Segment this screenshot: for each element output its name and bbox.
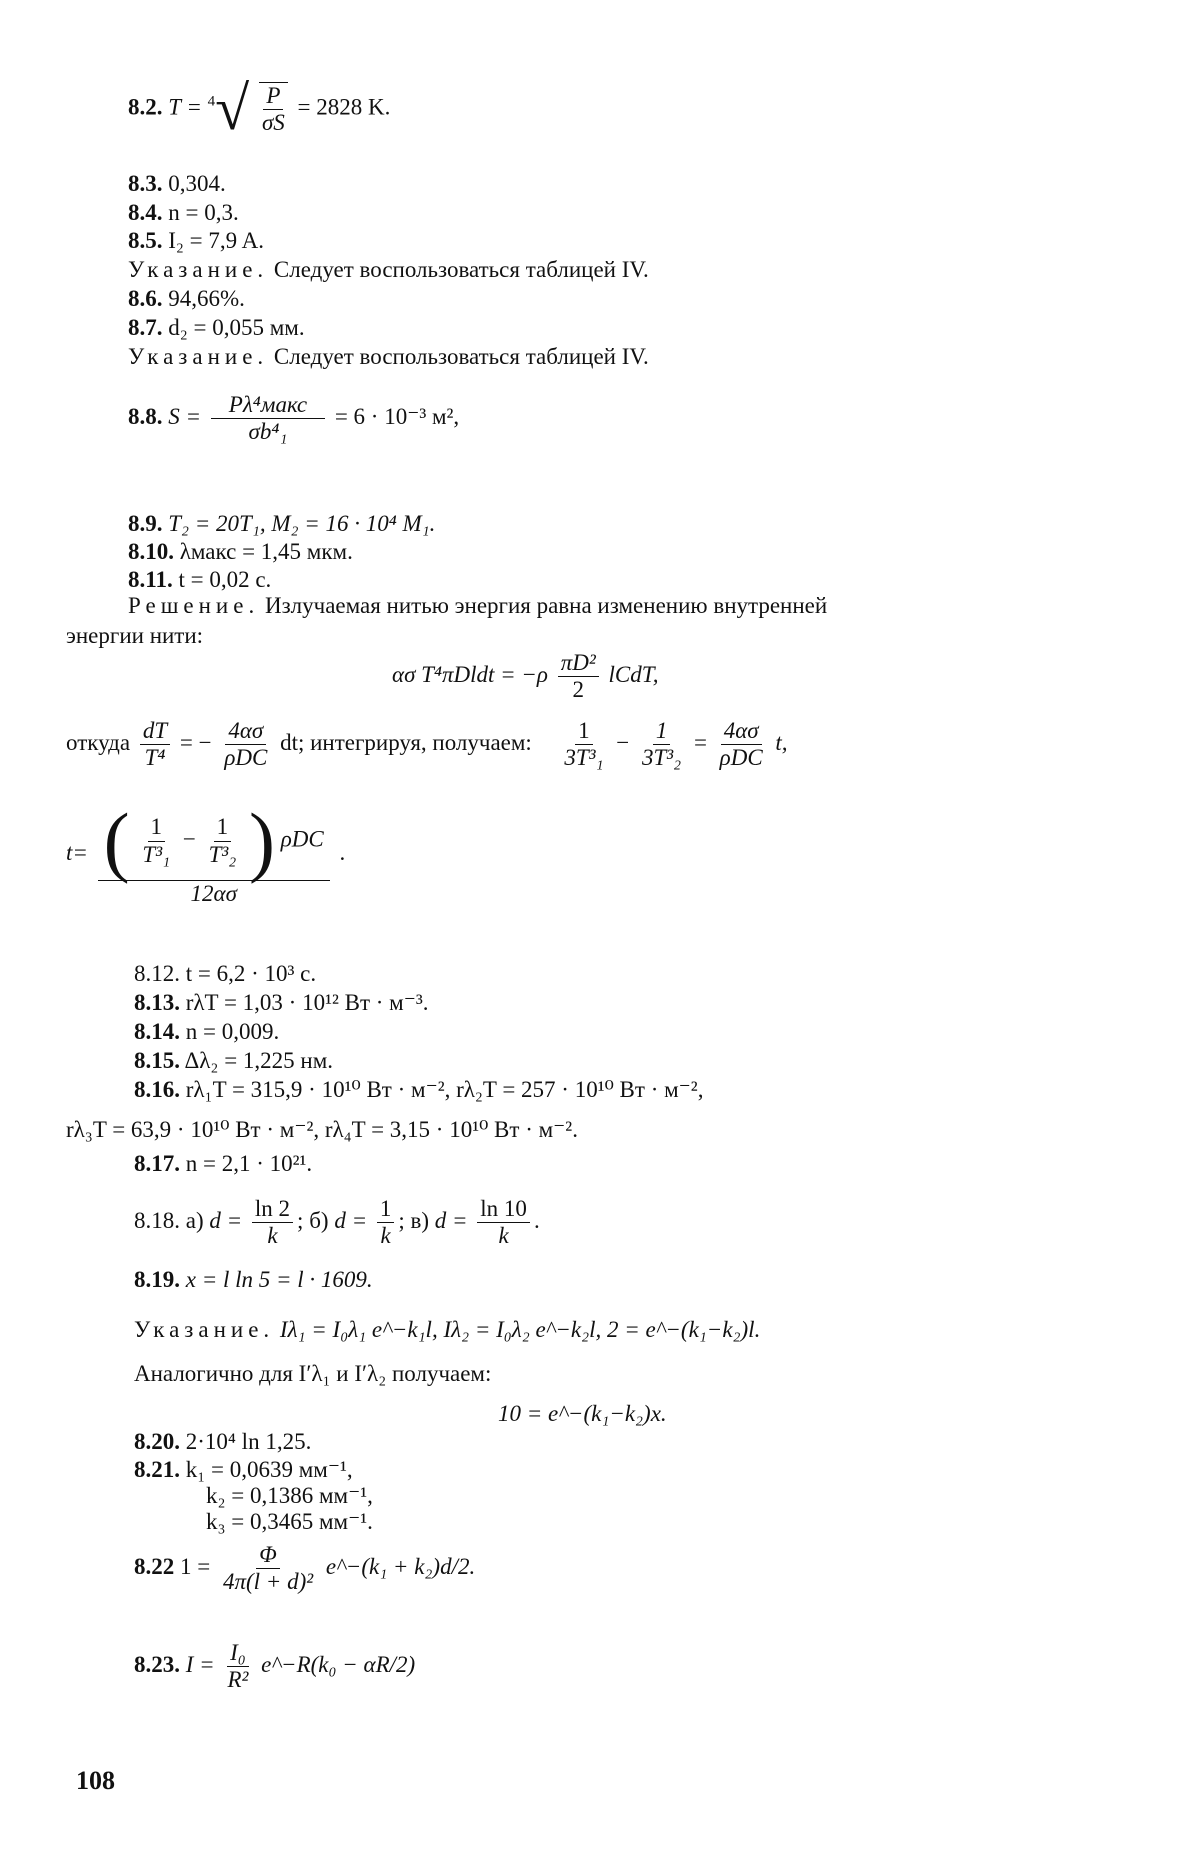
item-number: 8.14.	[134, 1019, 180, 1044]
denominator: 4π(l + d)²	[222, 1569, 314, 1595]
item-number: 8.22	[134, 1554, 175, 1580]
answer-8-15	[134, 1049, 333, 1072]
solution-intro	[128, 594, 827, 617]
eq1-fraction	[558, 650, 599, 704]
answer-value: I₂ = 7,9 A.	[168, 228, 264, 253]
numerator: 4ασ	[721, 718, 762, 745]
rhs: = 2828 K.	[297, 94, 391, 120]
numerator: 1	[377, 1196, 395, 1223]
numerator: 1	[148, 814, 166, 841]
denominator: k	[498, 1223, 509, 1249]
separator: ;	[398, 1208, 405, 1234]
option-b: б)	[309, 1208, 329, 1234]
item-number: 8.11.	[128, 567, 173, 592]
equation: 10 = e^−(k₁−k₂)x.	[498, 1401, 667, 1426]
answer-value: n = 2,1 · 10²¹.	[185, 1151, 313, 1176]
analog-equation	[498, 1402, 667, 1425]
d-eq: d =	[209, 1208, 243, 1234]
denominator: ρDC	[224, 745, 268, 771]
answer-value: λмакс = 1,45 мкм.	[179, 539, 353, 564]
numerator: 1	[575, 718, 593, 745]
item-number: 8.21.	[134, 1457, 180, 1482]
operator: −	[616, 730, 630, 756]
fraction	[224, 1640, 251, 1694]
numerator: 1	[214, 814, 232, 841]
eq3-fraction-3	[717, 718, 766, 772]
answer-8-23	[134, 1640, 415, 1694]
item-number: 8.3.	[128, 171, 163, 196]
answer-8-21	[134, 1458, 353, 1481]
eq4-numerator	[98, 797, 330, 884]
denominator: 2	[572, 677, 584, 703]
fraction	[211, 392, 325, 446]
eq4-fraction	[98, 797, 330, 907]
answer-8-19	[134, 1268, 373, 1291]
hint-3	[134, 1318, 760, 1341]
answer-8-10	[128, 540, 353, 563]
k2-value: k₂ = 0,1386 мм⁻¹,	[206, 1483, 373, 1508]
answer-value: n = 0,3.	[168, 200, 239, 225]
analog-text: Аналогично для I′λ₁ и I′λ₂ получаем:	[134, 1361, 492, 1386]
denominator: T³₂	[208, 841, 237, 867]
answer-8-2	[128, 75, 391, 143]
inner-fraction-1	[139, 814, 173, 868]
operator: =	[693, 730, 707, 756]
answer-value: d₂ = 0,055 мм.	[168, 315, 305, 340]
denominator: k	[267, 1223, 278, 1249]
item-number: 8.20.	[134, 1429, 180, 1454]
d-eq: d =	[434, 1208, 468, 1234]
solution-text: Излучаемая нитью энергия равна изменению внутренней	[264, 593, 828, 618]
answer-8-9	[128, 512, 435, 535]
eq1-rhs: lCdT,	[608, 662, 659, 688]
item-number: 8.15.	[134, 1048, 180, 1073]
answer-8-3	[128, 172, 226, 195]
answer-8-16	[134, 1078, 703, 1101]
item-number: 8.2.	[128, 94, 163, 120]
whence: откуда	[66, 730, 131, 756]
answer-8-18	[134, 1196, 540, 1250]
d-eq: d =	[334, 1208, 368, 1234]
hint-label: Указание.	[128, 344, 269, 369]
answer-8-7	[128, 316, 305, 339]
answer-8-22	[134, 1542, 475, 1596]
operator: −	[182, 826, 196, 852]
option-a: а)	[185, 1208, 204, 1234]
numerator: I₀	[227, 1640, 249, 1667]
fraction	[220, 1542, 316, 1596]
period: .	[339, 840, 346, 865]
answer-8-8	[128, 392, 459, 446]
answer-8-5	[128, 229, 264, 252]
page-number: 108	[76, 1766, 115, 1795]
item-number: 8.6.	[128, 286, 163, 311]
item-number: 8.19.	[134, 1267, 180, 1292]
item-number: 8.13.	[134, 990, 180, 1015]
equation-4	[66, 797, 346, 907]
equation-2	[66, 718, 788, 772]
item-number: 8.23.	[134, 1652, 180, 1678]
equation-1	[392, 650, 659, 704]
rhs: = 6 · 10⁻³ м²,	[334, 404, 460, 430]
item-number: 8.9.	[128, 511, 163, 536]
item-number: 8.17.	[134, 1151, 180, 1176]
item-number: 8.10.	[128, 539, 174, 564]
item-number: 8.18.	[134, 1208, 180, 1234]
separator: ;	[297, 1208, 304, 1234]
answer-value: x = l ln 5 = l · 1609.	[185, 1267, 373, 1292]
eq2-fraction-1	[140, 718, 170, 772]
denominator: 12ασ	[190, 881, 237, 906]
answer-8-17	[134, 1152, 312, 1175]
eq4-lhs: t=	[66, 840, 88, 865]
denominator: T⁴	[144, 745, 166, 771]
left-paren: (	[103, 797, 130, 884]
solution-text-2: энергии нити:	[66, 623, 204, 648]
exponential: e^−(k₁ + k₂)d/2.	[325, 1554, 476, 1580]
hint-1	[128, 258, 649, 281]
lhs: I =	[185, 1652, 215, 1678]
answer-value: rλ₁T = 315,9 · 10¹⁰ Вт · м⁻², rλ₂T = 257 · 10¹⁰ Вт · м⁻²,	[185, 1077, 704, 1102]
denominator: R²	[227, 1667, 249, 1693]
answer-value: Δλ₂ = 1,225 нм.	[184, 1048, 334, 1073]
answer-value: 94,66%.	[168, 286, 245, 311]
numerator: Pλ⁴макс	[211, 392, 325, 419]
numerator: πD²	[558, 650, 599, 677]
answer-8-4	[128, 201, 239, 224]
answer-8-13	[134, 991, 429, 1014]
solution-label: Решение.	[128, 593, 260, 618]
lhs: 1 =	[180, 1554, 211, 1580]
operator: = −	[179, 730, 212, 756]
factor: ρDC	[280, 826, 324, 852]
eq1-lhs: ασ T⁴πDldt = −ρ	[392, 662, 548, 688]
item-number: 8.4.	[128, 200, 163, 225]
answer-8-16-cont: rλ₃T = 63,9 · 10¹⁰ Вт · м⁻², rλ₄T = 3,15 · 10¹⁰ Вт · м⁻².	[66, 1117, 578, 1142]
denominator: 3T³₂	[642, 745, 682, 771]
lhs: T =	[168, 94, 202, 120]
hint-label: Указание.	[128, 257, 269, 282]
answer-8-6	[128, 287, 245, 310]
eq3-fraction-1	[561, 718, 606, 772]
denominator: k	[380, 1223, 391, 1249]
denominator: T³₁	[142, 841, 171, 867]
answer-value: 0,304.	[168, 171, 226, 196]
numerator: ln 10	[477, 1196, 530, 1223]
item-number: 8.12.	[134, 961, 180, 986]
option-c: в)	[410, 1208, 430, 1234]
item-number: 8.7.	[128, 315, 163, 340]
hint-2	[128, 345, 649, 368]
item-number: 8.5.	[128, 228, 163, 253]
eq2-tail: dt; интегрируя, получаем:	[280, 730, 532, 756]
hint-label: Указание.	[134, 1317, 275, 1342]
answer-value: rλT = 1,03 · 10¹² Вт · м⁻³.	[185, 990, 429, 1015]
hint-text: Iλ₁ = I₀λ₁ e^−k₁l, Iλ₂ = I₀λ₂ e^−k₂l, 2 = e^−(k₁−k₂)l.	[279, 1317, 761, 1342]
answer-8-20	[134, 1430, 311, 1453]
hint-text: Следует воспользоваться таблицей IV.	[273, 344, 649, 369]
numerator: dT	[140, 718, 170, 745]
k3-value: k₃ = 0,3465 мм⁻¹.	[206, 1509, 373, 1534]
k1-value: k₁ = 0,0639 мм⁻¹,	[185, 1457, 353, 1482]
inner-fraction-2	[206, 814, 240, 868]
eq2-fraction-2	[221, 718, 270, 772]
numerator: ln 2	[252, 1196, 293, 1223]
right-paren: )	[249, 797, 275, 884]
fraction-b	[377, 1196, 395, 1250]
item-number: 8.8.	[128, 404, 163, 430]
denominator: 3T³₁	[564, 745, 604, 771]
fraction-a	[252, 1196, 293, 1250]
radical-sign: √	[215, 75, 250, 143]
denominator: σb⁴₁	[248, 419, 288, 445]
root-index: 4	[207, 93, 216, 110]
answer-value: t = 0,02 с.	[178, 567, 272, 592]
answer-8-11	[128, 568, 271, 591]
numerator: 1	[653, 718, 671, 745]
fraction-c	[477, 1196, 530, 1250]
answer-value: 2·10⁴ ln 1,25.	[185, 1429, 312, 1454]
lhs: S =	[168, 404, 202, 430]
answer-value: n = 0,009.	[185, 1019, 280, 1044]
hint-text: Следует воспользоваться таблицей IV.	[273, 257, 649, 282]
numerator: P	[263, 83, 283, 110]
answer-value: t = 6,2 · 10³ с.	[185, 961, 317, 986]
answer-8-12	[134, 962, 316, 985]
answer-value: T₂ = 20T₁, M₂ = 16 · 10⁴ M₁.	[168, 511, 436, 536]
item-number: 8.16.	[134, 1077, 180, 1102]
exponential: e^−R(k₀ − αR/2)	[261, 1652, 416, 1678]
numerator: 4ασ	[225, 718, 266, 745]
denominator: σS	[261, 110, 285, 135]
fraction	[259, 82, 288, 137]
period: .	[533, 1208, 540, 1234]
numerator: Φ	[256, 1542, 280, 1569]
denominator: ρDC	[719, 745, 763, 771]
eq3-tail: t,	[775, 730, 788, 756]
answer-8-14	[134, 1020, 279, 1043]
eq3-fraction-2	[639, 718, 684, 772]
